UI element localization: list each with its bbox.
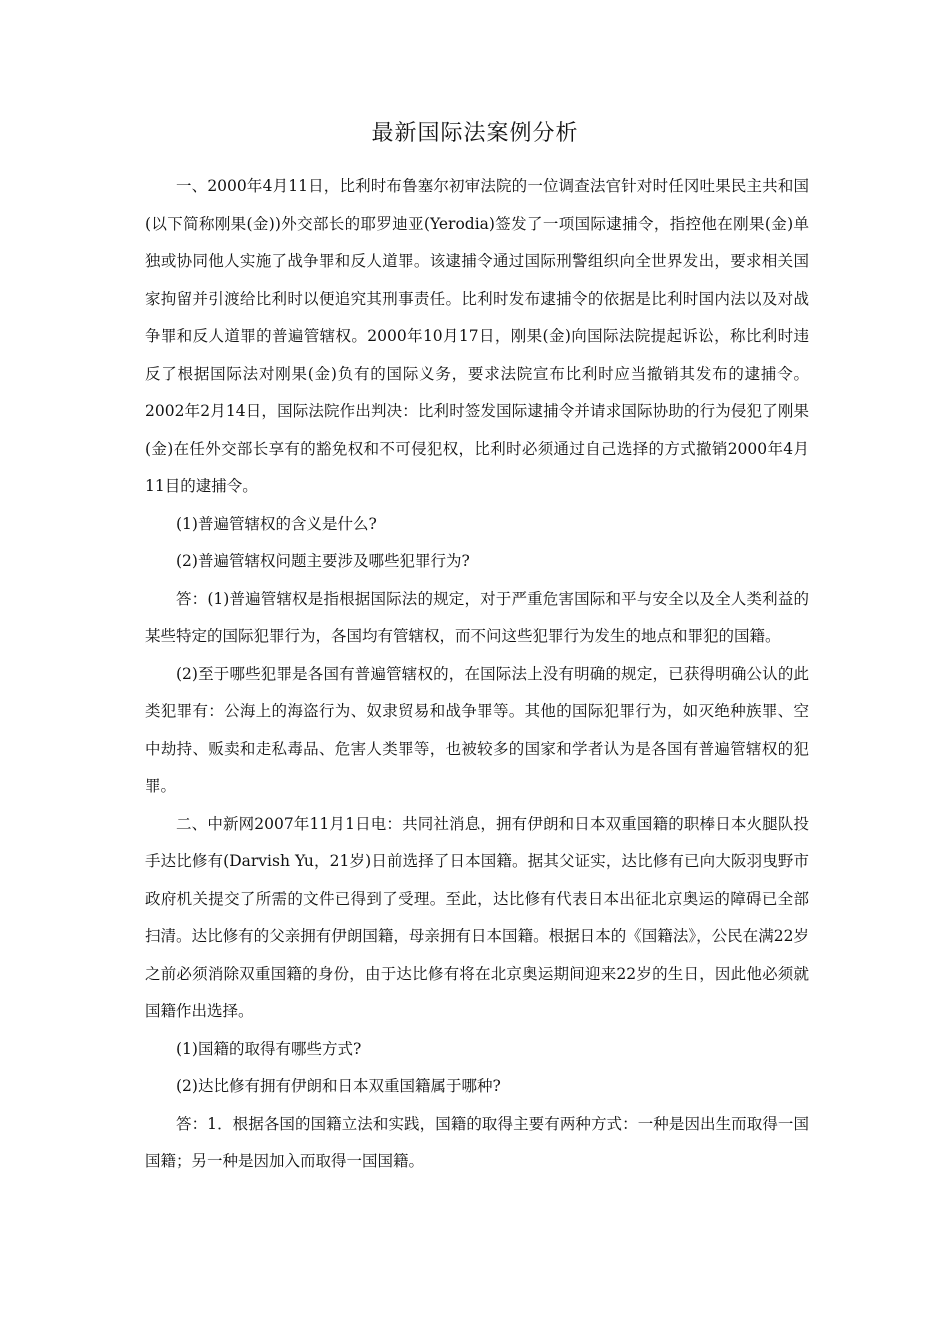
paragraph-answer-1-1: 答：(1)普遍管辖权是指根据国际法的规定，对于严重危害国际和平与安全以及全人类利益的某些特定的国际犯罪行为，各国均有管辖权，而不问这些犯罪行为发生的地点和罪犯的国籍。 xyxy=(145,589,809,645)
document-title: 最新国际法案例分析 xyxy=(371,121,579,146)
paragraph-question-2-1: (1)国籍的取得有哪些方式? xyxy=(176,1039,362,1058)
paragraph-question-1-2: (2)普遍管辖权问题主要涉及哪些犯罪行为? xyxy=(176,552,470,570)
document-body xyxy=(145,168,809,1181)
paragraph-case-two: 二、中新网2007年11月1日电：共同社消息，拥有伊朗和日本双重国籍的职棒日本火腿队投手达比修有(Darvish Yu，21岁)日前选择了日本国籍。据其父证实，达比修有已向大阪羽曳野市政府机关提交了所需的文件已得到了受理。至此，达比修有代表日本出征北京奥运的障碍已全部扫清。达比修有的父亲拥有伊朗国籍，母亲拥有日本国籍。根据日本的《国籍法》，公民在满22岁之前必须消除双重国籍的身份，由于达比修有将在北京奥运期间迎来22岁的生日，因此他必须就国籍作出选择。 xyxy=(145,814,809,1020)
paragraph-answer-1-2: (2)至于哪些犯罪是各国有普遍管辖权的，在国际法上没有明确的规定，已获得明确公认的此类犯罪有：公海上的海盗行为、奴隶贸易和战争罪等。其他的国际犯罪行为，如灭绝种族罪、空中劫持、贩卖和走私毒品、危害人类罪等，也被较多的国家和学者认为是各国有普遍管辖权的犯罪。 xyxy=(145,664,809,795)
paragraph-question-1-1: (1)普遍管辖权的含义是什么? xyxy=(176,514,377,533)
paragraph-answer-2-1: 答：1．根据各国的国籍立法和实践，国籍的取得主要有两种方式：一种是因出生而取得一国国籍；另一种是因加入而取得一国国籍。 xyxy=(145,1114,809,1170)
paragraph-question-2-2: (2)达比修有拥有伊朗和日本双重国籍属于哪种? xyxy=(176,1077,501,1095)
paragraph-case-one: 一、2000年4月11日，比利时布鲁塞尔初审法院的一位调查法官针对时任冈吐果民主共和国(以下简称刚果(金))外交部长的耶罗迪亚(Yerodia)签发了一项国际逮捕令，指控他在刚果(金)单独或协同他人实施了战争罪和反人道罪。该逮捕令通过国际刑警组织向全世界发出，要求相关国家拘留并引渡给比利时以便追究其刑事责任。比利时发布逮捕令的依据是比利时国内法以及对战争罪和反人道罪的普遍管辖权。2000年10月17日，刚果(金)向国际法院提起诉讼，称比利时违反了根据国际法对刚果(金)负有的国际义务，要求法院宣布比利时应当撤销其发布的逮捕令。2002年2月14日，国际法院作出判决：比利时签发国际逮捕令并请求国际协助的行为侵犯了刚果(金)在任外交部长享有的豁免权和不可侵犯权，比利时必须通过自己选择的方式撤销2000年4月11目的逮捕令。 xyxy=(145,177,809,495)
